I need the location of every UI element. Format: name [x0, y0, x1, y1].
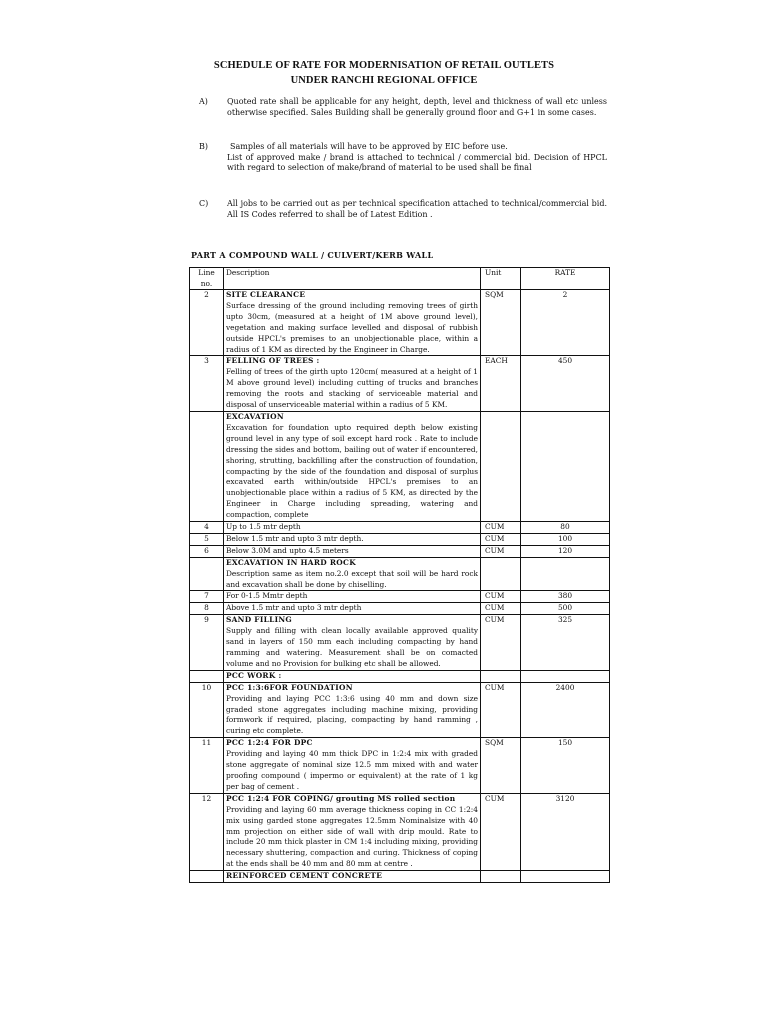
description-cell [224, 603, 481, 615]
table-row [190, 290, 610, 356]
description-cell [224, 290, 481, 356]
description-cell [224, 793, 481, 870]
line-no-cell: 4 [190, 522, 224, 534]
unit-cell: CUM [481, 591, 521, 603]
note-label: C) [199, 199, 209, 208]
line-no-cell [190, 411, 224, 521]
rate-cell: 325 [521, 615, 610, 671]
table-row [190, 793, 610, 870]
item-description: Up to 1.5 mtr depth [226, 522, 301, 532]
description-cell [224, 615, 481, 671]
note-text-2: List of approved make / brand is attached to technical / commercial bid. Decision of HPCL with regard to selection of make/brand of material to be used shall be final [227, 152, 607, 173]
description-cell [224, 356, 481, 412]
rate-schedule-table [189, 267, 610, 883]
rate-cell: 80 [521, 522, 610, 534]
table-header-row [190, 268, 610, 290]
table-row [190, 615, 610, 671]
rate-cell: 450 [521, 356, 610, 412]
description-cell [224, 411, 481, 521]
line-no-cell: 12 [190, 793, 224, 870]
description-cell [224, 738, 481, 794]
unit-cell: CUM [481, 615, 521, 671]
unit-cell: CUM [481, 793, 521, 870]
item-description: Below 1.5 mtr and upto 3 mtr depth. [226, 533, 364, 543]
table-row [190, 603, 610, 615]
table-row [190, 545, 610, 557]
unit-cell: CUM [481, 603, 521, 615]
table-row [190, 591, 610, 603]
unit-cell: CUM [481, 545, 521, 557]
rate-cell: 3120 [521, 793, 610, 870]
item-heading: PCC 1:3:6FOR FOUNDATION [226, 682, 353, 692]
item-description: Providing and laying PCC 1:3:6 using 40 mm and down size graded stone aggregates including machine mixing, providing formwork if required, placing, compacting by hand ramming , curing etc complete. [226, 693, 478, 736]
table-row [190, 738, 610, 794]
table-body [190, 290, 610, 883]
item-heading: REINFORCED CEMENT CONCRETE [226, 871, 383, 881]
unit-cell: SQM [481, 738, 521, 794]
item-description: Providing and laying 40 mm thick DPC in 1:2:4 mix with graded stone aggregate of nominal size 12.5 mm mixed with and water proofing compound ( impermo or equivalent) at the rate of 1 kg per bag of cement . [226, 749, 478, 791]
item-heading: PCC 1:2:4 FOR COPING/ grouting MS rolled section [226, 793, 456, 803]
unit-cell: CUM [481, 682, 521, 738]
rate-cell: 2 [521, 290, 610, 356]
item-description: Providing and laying 60 mm average thickness coping in CC 1:2:4 mix using garded stone aggregates 12.5mm Nominalsize with 40 mm projection on either side of wall with drip mould. Rate to include 20 mm thick plaster in CM 1:4 including mixing, providing necessary shuttering, compaction and curing. Thickness of coping at the ends shall be 40 mm and 80 mm at centre . [226, 804, 478, 869]
rate-cell: 2400 [521, 682, 610, 738]
note-a [199, 97, 609, 132]
rate-cell [521, 557, 610, 591]
header-rate: RATE [521, 268, 610, 290]
unit-cell: EACH [481, 356, 521, 412]
rate-cell [521, 411, 610, 521]
header-line-no: Line no. [190, 268, 224, 290]
unit-cell [481, 411, 521, 521]
description-cell [224, 670, 481, 682]
description-cell [224, 533, 481, 545]
item-heading: SITE CLEARANCE [226, 290, 306, 299]
item-heading: PCC 1:2:4 FOR DPC [226, 738, 313, 748]
part-heading: PART A COMPOUND WALL / CULVERT/KERB WALL [191, 250, 434, 260]
note-text: Quoted rate shall be applicable for any height, depth, level and thickness of wall etc unless otherwise specified. Sales Building shall be generally ground floor and G+1 in some cases. [227, 97, 607, 117]
unit-cell: CUM [481, 533, 521, 545]
item-description: For 0-1.5 Mmtr depth [226, 591, 308, 601]
item-heading: EXCAVATION IN HARD ROCK [226, 557, 356, 567]
line-no-cell: 9 [190, 615, 224, 671]
line-no-cell: 6 [190, 545, 224, 557]
rate-cell [521, 871, 610, 883]
line-no-cell: 7 [190, 591, 224, 603]
description-cell [224, 557, 481, 591]
note-label: B) [199, 142, 208, 151]
item-heading: SAND FILLING [226, 615, 293, 625]
item-heading: FELLING OF TREES : [226, 356, 320, 366]
line-no-cell: 2 [190, 290, 224, 356]
line-no-cell: 5 [190, 533, 224, 545]
rate-cell: 150 [521, 738, 610, 794]
line-no-cell: 3 [190, 356, 224, 412]
table-row [190, 533, 610, 545]
header-unit: Unit [481, 268, 521, 290]
line-no-cell: 10 [190, 682, 224, 738]
note-text: All jobs to be carried out as per technical specification attached to technical/commercial bid. All IS Codes referred to shall be of Latest Edition . [227, 199, 607, 219]
item-description: Description same as item no.2.0 except that soil will be hard rock and excavation shall be done by chiselling. [226, 568, 478, 589]
unit-cell [481, 557, 521, 591]
note-text: Samples of all materials will have to be approved by EIC before use. [230, 142, 508, 151]
item-heading: EXCAVATION [226, 411, 284, 421]
unit-cell [481, 670, 521, 682]
description-cell [224, 682, 481, 738]
item-heading: PCC WORK : [226, 670, 282, 680]
rate-cell [521, 670, 610, 682]
item-description: Surface dressing of the ground including removing trees of girth upto 30cm, (measured at a height of 1M above ground level), vegetation and making surface levelled and disposal of rubbish outside HPCL's premises to an unobjectionable place, within a radius of 1 KM as directed by the Engineer in Charge. [226, 300, 478, 354]
table-row [190, 557, 610, 591]
unit-cell: SQM [481, 290, 521, 356]
description-cell [224, 871, 481, 883]
table-row [190, 682, 610, 738]
table-row [190, 411, 610, 521]
unit-cell: CUM [481, 522, 521, 534]
line-no-cell [190, 670, 224, 682]
table-row [190, 670, 610, 682]
item-description: Excavation for foundation upto required depth below existing ground level in any type of soil except hard rock . Rate to include dressing the sides and bottom, bailing out of water if encountered, shoring, strutting, backfilling after the construction of foundation, compacting by the side of the foundation and disposal of surplus excavated earth within/outside HPCL's premises to an unobjectionable place within a radius of 5 KM, as directed by the Engineer in Charge including spreading, watering and compaction, complete [226, 422, 478, 520]
note-label: A) [199, 97, 208, 106]
unit-cell [481, 871, 521, 883]
line-no-cell [190, 871, 224, 883]
rate-cell: 100 [521, 533, 610, 545]
table-row [190, 356, 610, 412]
item-description: Supply and filling with clean locally available approved quality sand in layers of 150 mm each including compacting by hand ramming and watering. Measurement shall be on comacted volume and no Provision for bulking etc shall be allowed. [226, 626, 478, 668]
rate-cell: 380 [521, 591, 610, 603]
note-c [199, 199, 609, 224]
note-b [199, 142, 609, 177]
rate-cell: 500 [521, 603, 610, 615]
table-row [190, 522, 610, 534]
item-description: Felling of trees of the girth upto 120cm( measured at a height of 1 M above ground level) including cutting of trucks and branches removing the roots and stacking of serviceable material and disposal of unserviceable material within a radius of 5 KM. [226, 367, 478, 410]
rate-cell: 120 [521, 545, 610, 557]
header-description: Description [224, 268, 481, 290]
item-description: Below 3.0M and upto 4.5 meters [226, 545, 349, 555]
description-cell [224, 591, 481, 603]
line-no-cell: 8 [190, 603, 224, 615]
document-title-line-2: UNDER RANCHI REGIONAL OFFICE [290, 75, 478, 86]
line-no-cell [190, 557, 224, 591]
line-no-cell: 11 [190, 738, 224, 794]
description-cell [224, 545, 481, 557]
item-description: Above 1.5 mtr and upto 3 mtr depth [226, 603, 362, 613]
description-cell [224, 522, 481, 534]
table-row [190, 871, 610, 883]
document-title-line-1: SCHEDULE OF RATE FOR MODERNISATION OF RETAIL OUTLETS [213, 60, 555, 71]
